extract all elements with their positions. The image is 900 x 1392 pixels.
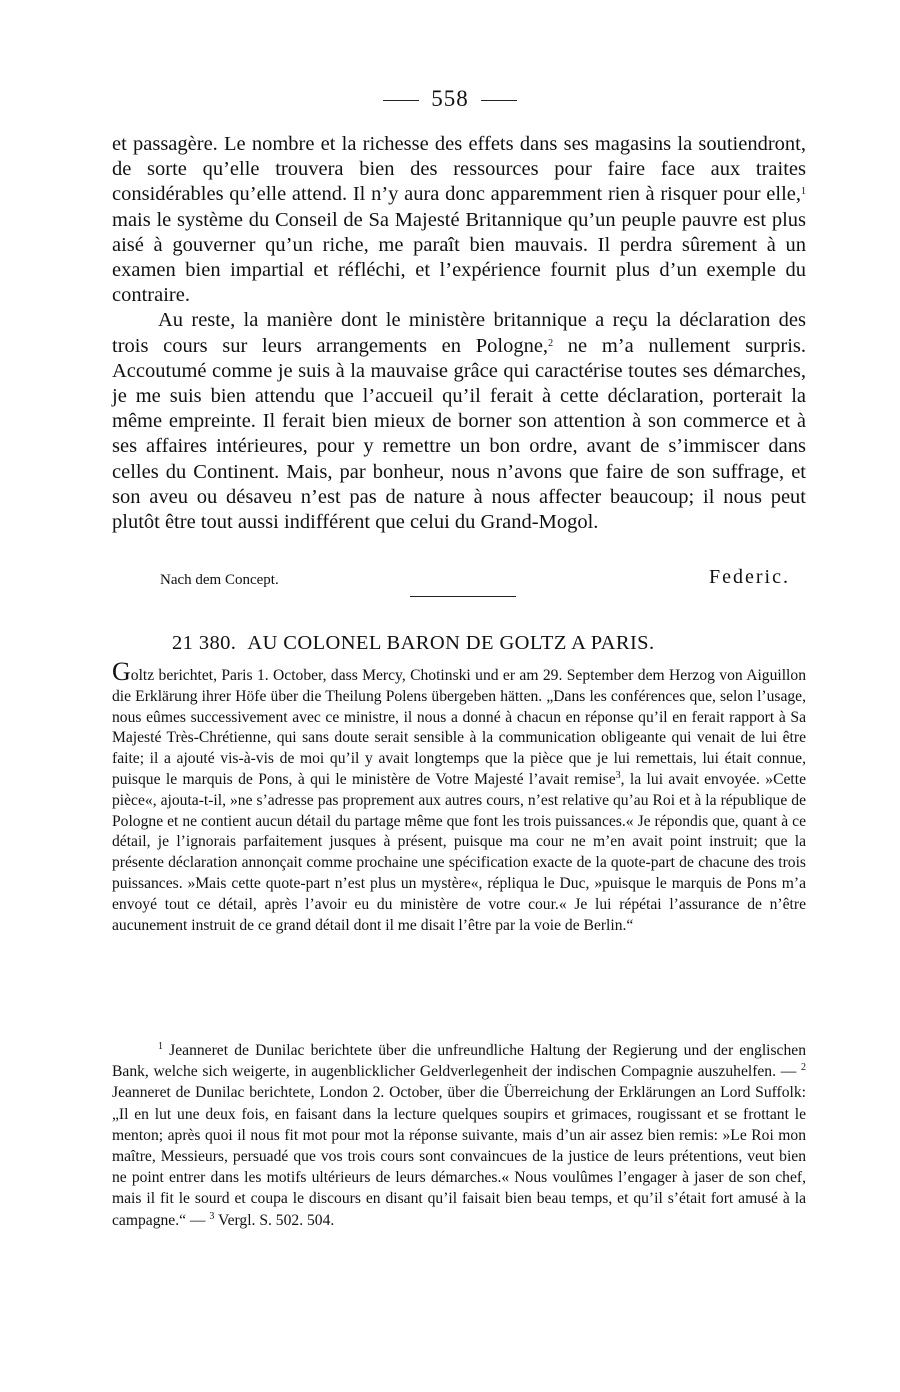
separator-rule (410, 596, 516, 597)
page-number-dash-left (383, 100, 419, 101)
footnote-block (112, 1040, 806, 1231)
initial-letter: G (112, 657, 131, 686)
footnote-1-text: Jeanneret de Dunilac berichtete über die unfreundliche Haltung der Regierung und der englischen Bank, welche sich weigerte, in augenblicklicher Geldverlegenheit der indischen Compagnie auszuhelfen. — (112, 1042, 806, 1081)
page-number (0, 86, 900, 112)
source-note: Nach dem Concept. (160, 572, 279, 588)
footnotes (112, 1040, 806, 1231)
letter-number: 21 380. (172, 632, 237, 654)
footnote-ref-2: 2 (548, 337, 554, 349)
footnote-2-text: Jeanneret de Dunilac berichtete, London 2. October, über die Überreichung der Erklärungen an Lord Suffolk: „Il en lut une deux fois, en faisant dans la lecture quelques soupirs et grimaces, rougissant et se frottant le menton; après quoi il nous fit mot pour mot la réponse suivante, mais d’un air assez bien remis: »Le Roi mon maître, Messieurs, persuadé que vos trois cours sont convaincues de la justice de leurs prétentions, veut bien ne point entrer dans les motifs ultérieurs de leurs démarches.« Nous voulûmes l’engager à jaser de son chef, mais il fit le sourd et coupa le discours en disant qu’il faisait bien beau temps, et qu’il s’était fort amusé à la campagne.“ — (112, 1084, 806, 1229)
paragraph-1: et passagère. Le nombre et la richesse des effets dans ses magasins la soutiendront, de sorte qu’elle trouvera bien des ressources pour faire face aux traites considérables qu’elle attend. Il n’y aura donc apparemment rien à risquer pour elle,$^1$ mais le système du Conseil de Sa Majesté Britannique qu’un peuple pauvre est plus aisé à gouverner qu’un riche, me paraît bien mauvais. Il perdra sûrement à un examen bien impartial et réfléchi, et l’expérience fournit plus d’un exemple du contraire. (112, 133, 806, 307)
footnote-mark-3: 3 (209, 1210, 215, 1222)
signature-row (160, 566, 790, 606)
letter-title: AU COLONEL BARON DE GOLTZ A PARIS. (247, 632, 655, 654)
footnote-3-text: Vergl. S. 502. 504. (214, 1211, 335, 1229)
letter-heading (172, 632, 792, 655)
summary-paragraph: Goltz berichtet, Paris 1. October, dass Mercy, Chotinski und er am 29. September dem Herzog von Aiguillon die Erklärung ihrer Höfe über die Theilung Polens übergeben hätten. „Dans les conférences que, selon l’usage, nous eûmes successivement avec ce ministre, il nous a donné à chacun en réponse qu’il en ferait rapport à Sa Majesté Très-Chrétienne, qui sans doute serait sensible à la communication obligeante qui venait de lui être faite; il a ajouté vis-à-vis de moi qu’il y avait longtemps que la pièce que je lui remettais, lui était connue, puisque le marquis de Pons, à qui le ministère de Votre Majesté l’avait remise$^3$, la lui avait envoyée. »Cette pièce«, ajouta-t-il, »ne s’adresse pas proprement aux autres cours, n’est relative qu’au Roi et à la république de Pologne et ne contient aucun détail du partage même que font les trois puissances.« Je répondis que, quant à ce détail, je l’ignorais parfaitement jusques à présent, puisque ma cour ne m’en avait point instruit; que la présente déclaration annonçait comme prochaine une spécification exacte de la quote-part de chacune des trois puissances. »Mais cette quote-part n’est plus un mystère«, répliqua le Duc, »puisque le marquis de Pons m’a envoyé tout ce détail, après l’avoir eu du ministère de votre cour.« Je lui répétai l’assurance de n’être aucunement instruit de ce grand détail dont il me disait l’être par la voie de Berlin.“ (112, 657, 807, 934)
page-number-dash-right (481, 100, 517, 101)
footnote-mark-1: 1 (158, 1041, 163, 1052)
paragraph-2: Au reste, la manière dont le ministère britannique a reçu la déclaration des trois cours sur leurs arrangements en Pologne,$^2$ ne m’a nullement surpris. Accoutumé comme je suis à la mauvaise grâce qui caractérise toutes ses démarches, je me suis bien attendu que l’accueil qu’il ferait à cette déclaration, porterait la même empreinte. Il ferait bien mieux de borner son attention à son commerce et à ses affaires intérieures, pour y remettre un bon ordre, avant de s’immiscer dans celles du Continent. Mais, par bonheur, nous n’avons que faire de son suffrage, et son aveu ou désaveu n’est pas de nature à nous affecter beaucoup; il nous peut plutôt être tout aussi indifférent que celui du Grand-Mogol. (112, 309, 806, 534)
letter-summary (112, 657, 807, 936)
signature-name: Federic. (709, 566, 790, 588)
main-text (112, 132, 806, 535)
footnote-mark-2: 2 (801, 1062, 806, 1074)
page-number-value: 558 (431, 86, 469, 111)
footnote-ref-1: 1 (801, 186, 806, 198)
footnote-ref-3: 3 (615, 769, 621, 781)
